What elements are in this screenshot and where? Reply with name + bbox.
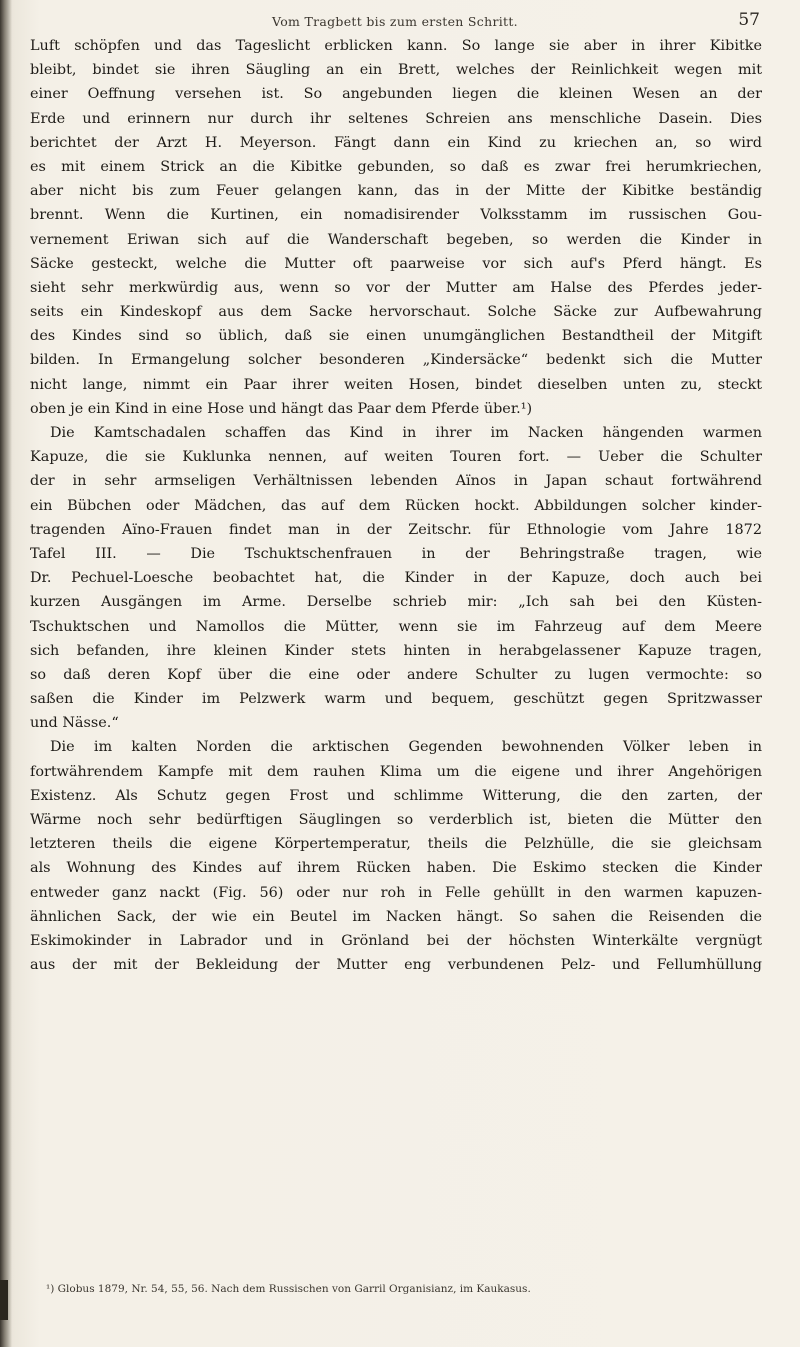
text-line: des Kindes sind so üblich, daß sie einen unumgänglichen Bestandtheil der Mitgift [30, 328, 762, 345]
text-line: Säcke gesteckt, welche die Mutter oft paarweise vor sich auf's Pferd hängt. Es [30, 255, 762, 272]
text-line: ähnlichen Sack, der wie ein Beutel im Nacken hängt. So sahen die Reisenden die [30, 908, 762, 925]
text-line: brennt. Wenn die Kurtinen, ein nomadisirender Volksstamm im russischen Gou- [30, 207, 762, 224]
text-line: aber nicht bis zum Feuer gelangen kann, das in der Mitte der Kibitke beständig [30, 183, 762, 200]
text-line: einer Oeffnung versehen ist. So angebunden liegen die kleinen Wesen an der [30, 86, 762, 103]
text-line: Tschuktschen und Namollos die Mütter, wenn sie im Fahrzeug auf dem Meere [30, 618, 762, 635]
text-line: es mit einem Strick an die Kibitke gebunden, so daß es zwar frei herumkriechen, [30, 158, 762, 175]
text-line: und Nässe.“ [30, 715, 119, 732]
text-line: so daß deren Kopf über die eine oder andere Schulter zu lugen vermochte: so [30, 666, 762, 683]
text-line: nicht lange, nimmt ein Paar ihrer weiten Hosen, bindet dieselben unten zu, steckt [30, 376, 762, 393]
text-line: Dr. Pechuel-Loesche beobachtet hat, die Kinder in der Kapuze, doch auch bei [30, 570, 762, 587]
text-line: ein Bübchen oder Mädchen, das auf dem Rücken hockt. Abbildungen solcher kinder- [30, 497, 762, 514]
page-header [30, 8, 760, 32]
text-line: sich befanden, ihre kleinen Kinder stets hinten in herabgelassener Kapuze tragen, [30, 642, 762, 659]
text-line: sieht sehr merkwürdig aus, wenn so vor der Mutter am Halse des Pferdes jeder- [30, 279, 762, 296]
text-line: Existenz. Als Schutz gegen Frost und schlimme Witterung, die den zarten, der [30, 787, 762, 804]
text-line: seits ein Kindeskopf aus dem Sacke hervorschaut. Solche Säcke zur Aufbewahrung [30, 304, 762, 321]
text-line: Kapuze, die sie Kuklunka nennen, auf weiten Touren fort. — Ueber die Schulter [30, 449, 762, 466]
text-line: der in sehr armseligen Verhältnissen lebenden Aïnos in Japan schaut fortwährend [30, 473, 762, 490]
text-line: Die Kamtschadalen schaffen das Kind in ihrer im Nacken hängenden warmen [50, 425, 762, 441]
text-line: Eskimokinder in Labrador und in Grönland bei der höchsten Winterkälte vergnügt [30, 932, 762, 949]
text-line: als Wohnung des Kindes auf ihrem Rücken haben. Die Eskimo stecken die Kinder [30, 860, 762, 877]
binding-mark [0, 1280, 8, 1320]
text-line: letzteren theils die eigene Körpertemperatur, theils die Pelzhülle, die sie gleichsam [30, 836, 762, 853]
text-line: saßen die Kinder im Pelzwerk warm und bequem, geschützt gegen Spritzwasser [30, 691, 762, 708]
text-line: bilden. In Ermangelung solcher besonderen „Kindersäcke“ bedenkt sich die Mutter [30, 352, 762, 369]
text-line: Erde und erinnern nur durch ihr seltenes Schreien ans menschliche Dasein. Dies [30, 110, 762, 127]
footnote: ¹) Globus 1879, Nr. 54, 55, 56. Nach dem Russischen von Garril Organisianz, im Kaukasus. [46, 1283, 531, 1295]
body-text [30, 34, 762, 977]
binding-edge [0, 0, 12, 1347]
text-line: fortwährendem Kampfe mit dem rauhen Klima um die eigene und ihrer Angehörigen [30, 763, 762, 780]
text-line: Luft schöpfen und das Tageslicht erblicken kann. So lange sie aber in ihrer Kibitke [30, 38, 762, 54]
text-line: Die im kalten Norden die arktischen Gegenden bewohnenden Völker leben in [50, 739, 762, 756]
text-line: aus der mit der Bekleidung der Mutter eng verbundenen Pelz- und Fellumhüllung [30, 957, 762, 974]
text-line: bleibt, bindet sie ihren Säugling an ein Brett, welches der Reinlichkeit wegen mit [30, 62, 762, 79]
running-head: Vom Tragbett bis zum ersten Schritt. [272, 14, 518, 29]
text-line: oben je ein Kind in eine Hose und hängt das Paar dem Pferde über.¹) [30, 400, 533, 417]
text-line: Tafel III. — Die Tschuktschenfrauen in der Behringstraße tragen, wie [30, 545, 762, 562]
page-number: 57 [738, 10, 760, 30]
text-line: Wärme noch sehr bedürftigen Säuglingen so verderblich ist, bieten die Mütter den [30, 812, 762, 828]
text-line: kurzen Ausgängen im Arme. Derselbe schrieb mir: „Ich sah bei den Küsten- [30, 594, 762, 611]
text-line: berichtet der Arzt H. Meyerson. Fängt dann ein Kind zu kriechen an, so wird [30, 134, 762, 151]
text-line: vernement Eriwan sich auf die Wanderschaft begeben, so werden die Kinder in [30, 231, 762, 248]
text-line: tragenden Aïno-Frauen findet man in der Zeitschr. für Ethnologie vom Jahre 1872 [30, 521, 762, 538]
text-line: entweder ganz nackt (Fig. 56) oder nur roh in Felle gehüllt in den warmen kapuzen- [30, 884, 762, 901]
